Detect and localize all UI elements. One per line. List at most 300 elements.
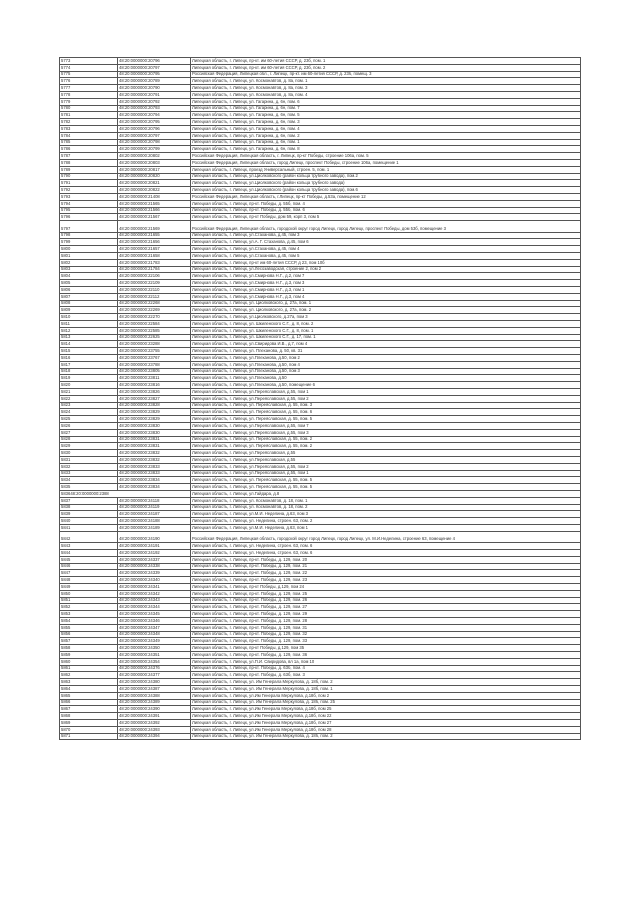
address: Липецкая область, г. Липецк, ул.Смирнова Н.Г., д.3, пом 3: [191, 280, 581, 287]
table-row: [60, 293, 581, 300]
address: Липецкая область, г. Липецк, пр-кт. им 60-летия СССР, д. 23б, пом. 1: [191, 58, 581, 65]
row-number: 5849: [60, 583, 118, 590]
cadastral-number: 48:20:0000000:24342: [118, 590, 191, 597]
address: Липецкая область, г. Липецк, ул.Смирнова Н.Г., д.3, пом 4: [191, 293, 581, 300]
table-row: [60, 549, 581, 556]
address: Липецкая область, г. Липецк, ул. Переяславская, д. 55, пом. 2: [191, 443, 581, 450]
cadastral-number: 48:20:0000000:21408: [118, 193, 191, 200]
address: Липецкая область, г. Липецк, пр-кт Победы, д.129, пом 35: [191, 645, 581, 652]
table-row: [60, 58, 581, 65]
row-number: 5801: [60, 253, 118, 260]
cadastral-number: 48:20:0000000:20820: [118, 173, 191, 180]
address: Липецкая область, г. Липецк, ул.Циолковского (район кольца трубного завода), пом.2: [191, 173, 581, 180]
address: Липецкая область, г. Липецк, пр-кт Победы, д.129, пом 24: [191, 583, 581, 590]
cadastral-number: 48:20:0000000:24190: [118, 531, 191, 543]
row-number: 5826: [60, 422, 118, 429]
cadastral-number: 48:20:0000000:24341: [118, 583, 191, 590]
row-number: 5842: [60, 531, 118, 543]
row-number: 5858: [60, 645, 118, 652]
table-row: [60, 583, 581, 590]
address: Липецкая область, г. Липецк, пр-кт. Победы, д. 129, пом. 23: [191, 577, 581, 584]
row-number: 5834: [60, 477, 118, 484]
address: Липецкая область, г. Липецк, ул. Переяславская, д. 55, пом. 5: [191, 484, 581, 491]
address: Липецкая область, г. Липецк, ул. Гагарина, д. 6н, пом. 5: [191, 112, 581, 119]
table-row: [60, 524, 581, 531]
address: Липецкая область, г. Липецк, пр-кт. Победы, д. 63б, пом. 3: [191, 672, 581, 679]
table-row: [60, 631, 581, 638]
cadastral-number: 48:20:0000000:24388: [118, 692, 191, 699]
address: Липецкая область, г. Липецк, пр-кт. Победы, д. 129, пом. 25: [191, 590, 581, 597]
row-number: 5793: [60, 193, 118, 200]
row-number: 5868: [60, 713, 118, 720]
cadastral-number: 48:20:0000000:23834: [118, 484, 191, 491]
address: Липецкая область, г. Липецк, ул. Космонавтов, д. 18, пом. 1: [191, 497, 581, 504]
address: Липецкая область, г. Липецк, пр-кт. Победы, д. 129, пом. 22: [191, 570, 581, 577]
table-row: [60, 320, 581, 327]
row-number: 5856: [60, 631, 118, 638]
cadastral-number: 48:20:0000000:23833: [118, 463, 191, 470]
cadastral-number: 48:20:0000000:23833: [118, 470, 191, 477]
address: Липецкая область, г. Липецк, ул. Гагарина, д. 6н, пом. 4: [191, 125, 581, 132]
cadastral-number: 48:20:0000000:22268: [118, 300, 191, 307]
address: Липецкая область, г. Липецк, ул.Плеханова, д.50, пом 2: [191, 354, 581, 361]
row-number: 5841: [60, 524, 118, 531]
cadastral-number: 48:20:0000000:23767: [118, 354, 191, 361]
row-number: 5803: [60, 266, 118, 273]
table-row: [60, 221, 581, 233]
row-number: 5839: [60, 511, 118, 518]
table-row: [60, 71, 581, 78]
table-row: [60, 665, 581, 672]
cadastral-number: 48:20:0000000:20796: [118, 58, 191, 65]
table-row: [60, 490, 581, 497]
address: Липецкая область, г. Липецк, ул.Смирнова Н.Г., д.2, пом 7: [191, 273, 581, 280]
row-number: 5794: [60, 200, 118, 207]
cadastral-number: 48:20:0000000:24337: [118, 556, 191, 563]
table-row: [60, 604, 581, 611]
table-row: [60, 375, 581, 382]
row-number: 5840: [60, 518, 118, 525]
cadastral-number: 48:20:0000000:22585: [118, 327, 191, 334]
table-row: [60, 119, 581, 126]
row-number: 5862: [60, 672, 118, 679]
row-number: 5818: [60, 368, 118, 375]
cadastral-number: 48:20:0000000:24118: [118, 497, 191, 504]
cadastral-number: 48:20:0000000:24347: [118, 624, 191, 631]
cadastral-number: 48:20:0000000:20821: [118, 180, 191, 187]
cadastral-number: 48:20:0000000:23831: [118, 436, 191, 443]
row-number: 5822: [60, 395, 118, 402]
cadastral-number: 48:20:0000000:23788: [118, 361, 191, 368]
address: Липецкая область, г. Липецк, пр-кт. им 60-летия СССР, д. 23б, пом. 2: [191, 64, 581, 71]
address: Липецкая область, г. Липецк, ул.Им Генерала Меркулова, д.18б, пом 22: [191, 713, 581, 720]
address: Липецкая область, г. Липецк, ул.Стаханова, д.45, пом 4: [191, 246, 581, 253]
cadastral-number: 48:20:0000000:24191: [118, 543, 191, 550]
row-number: 5781: [60, 112, 118, 119]
row-number: 5800: [60, 246, 118, 253]
cadastral-number: 48:20:0000000:24192: [118, 549, 191, 556]
cadastral-number: 48:20:0000000:24348: [118, 631, 191, 638]
table-row: [60, 463, 581, 470]
address: Липецкая область, г. Липецк, пр-кт. Победы, д. 129, пом. 21: [191, 563, 581, 570]
table-row: [60, 436, 581, 443]
address: Липецкая область, г. Липецк, ул.Им Генерала Меркулова, д.18б, пом 27: [191, 719, 581, 726]
table-row: [60, 570, 581, 577]
row-number: 5847: [60, 570, 118, 577]
cadastral-number: 48:20:0000000:24354: [118, 658, 191, 665]
row-number: 5792: [60, 187, 118, 194]
address: Липецкая область, г. Липецк, ул.Циолковского (район кольца трубного завода): [191, 180, 581, 187]
address: Липецкая область, г. Липецк, пр-кт им 60-летия СССР, д 23, пом 10б: [191, 259, 581, 266]
cadastral-number: 48:20:0000000:23755: [118, 348, 191, 355]
address: Липецкая область, г. Липецк, ул. Переяславская, д. 55, пом. 2: [191, 436, 581, 443]
table-row: [60, 146, 581, 153]
table-row: [60, 348, 581, 355]
row-number: 5798: [60, 232, 118, 239]
table-row: [60, 395, 581, 402]
cadastral-number: 48:20:0000000:21784: [118, 266, 191, 273]
address: Липецкая область, г. Липецк, пр-кт. Победы, д. 129, пом. 32: [191, 631, 581, 638]
cadastral-number: 48:20:0000000:21655: [118, 232, 191, 239]
cadastral-number: 48:20:0000000:21656: [118, 239, 191, 246]
address: Липецкая область, г. Липецк, ул.Переяславская, д.55, пом 1: [191, 388, 581, 395]
cadastral-number: 48:20:0000000:24188: [118, 518, 191, 525]
row-number: 5789: [60, 166, 118, 173]
address: Липецкая область, г. Липецк, ул. Шкиленского С.Г., д. 17, пом. 1: [191, 334, 581, 341]
table-row: [60, 563, 581, 570]
address: Липецкая область, г. Липецк, пр-кт. Победы, д. 129, пом. 33: [191, 638, 581, 645]
table-row: [60, 300, 581, 307]
table-row: [60, 307, 581, 314]
table-row: [60, 556, 581, 563]
row-number: 5817: [60, 361, 118, 368]
row-number: 5843: [60, 543, 118, 550]
address: Российская Федерация, Липецкая область, г.Липецк, пр-кт Победы, д.53а, помещение 12: [191, 193, 581, 200]
cadastral-number: 48:20:0000000:22110: [118, 287, 191, 294]
cadastral-number: 48:20:0000000:20802: [118, 153, 191, 160]
cadastral-number: 48:20:0000000:20797: [118, 64, 191, 71]
row-number: 5823: [60, 402, 118, 409]
row-number: 5777: [60, 85, 118, 92]
address: Липецкая область, г. Липецк, ул. Им Генерала Меркулова, д. 18б, пом. 2: [191, 733, 581, 740]
address: Липецкая область, г. Липецк, пр-кт Победы, дом 59, корп 3, пом 5: [191, 214, 581, 221]
table-row: [60, 429, 581, 436]
cadastral-number: 48:20:0000000:24346: [118, 617, 191, 624]
table-row: [60, 672, 581, 679]
address: Липецкая область, г. Липецк, ул.М.И. Неделина, д.63, пом 1: [191, 524, 581, 531]
table-row: [60, 193, 581, 200]
table-row: [60, 651, 581, 658]
cadastral-number: 48:20:0000000:24343: [118, 597, 191, 604]
row-number: 5831: [60, 456, 118, 463]
table-row: [60, 645, 581, 652]
row-number: 5778: [60, 91, 118, 98]
table-row: [60, 470, 581, 477]
cadastral-number: 48:20:0000000:24391: [118, 713, 191, 720]
registry-table-body: [60, 58, 581, 740]
row-number: 5852: [60, 604, 118, 611]
cadastral-number: 48:20:0000000:24351: [118, 651, 191, 658]
row-number: 5773: [60, 58, 118, 65]
cadastral-number: 48:20:0000000:24393: [118, 726, 191, 733]
address: Липецкая область, г. Липецк, ул. Гагарина, д. 6н, пом. 7: [191, 105, 581, 112]
address: Липецкая область, г. Липецк, ул. Шкиленского С.Г., д. 8, пом. 2: [191, 320, 581, 327]
cadastral-number: 48:20:0000000:23288: [118, 341, 191, 348]
row-number: 5810: [60, 314, 118, 321]
table-row: [60, 422, 581, 429]
row-number: 5819: [60, 375, 118, 382]
address: Липецкая область, г. Липецк, ул.Циолковского, д.27а, пом 3: [191, 314, 581, 321]
row-number: 5853: [60, 611, 118, 618]
row-number: 5811: [60, 320, 118, 327]
table-row: [60, 246, 581, 253]
address: Липецкая область, г. Липецк, пр-кт. Победы, д. 129, пом. 31: [191, 624, 581, 631]
row-number: 5791: [60, 180, 118, 187]
table-row: [60, 139, 581, 146]
row-number: 5824: [60, 409, 118, 416]
table-row: [60, 273, 581, 280]
row-number: 5829: [60, 443, 118, 450]
row-number: 5835: [60, 484, 118, 491]
address: Российская Федерация, Липецкая область, городской округ город Липецк, город Липецк, ул. М.И.Неделина, строение 63, помещение 4: [191, 531, 581, 543]
address: Липецкая область, г. Липецк, ул.Переяславская, д.55, пом 7: [191, 422, 581, 429]
table-row: [60, 159, 581, 166]
table-row: [60, 477, 581, 484]
address: Липецкая область, г. Липецк, ул. Циолковского, д. 27а, пом. 1: [191, 300, 581, 307]
table-row: [60, 733, 581, 740]
cadastral-number: 48:20:0000000:24344: [118, 604, 191, 611]
row-number: 5838: [60, 504, 118, 511]
address: Липецкая область, г. Липецк, ул.Гайдара, д.8: [191, 490, 581, 497]
table-row: [60, 232, 581, 239]
row-number: 5815: [60, 348, 118, 355]
address: Липецкая область, г. Липецк, ул. Им Генерала Меркулова, д. 18б, пом. 1: [191, 685, 581, 692]
row-number: 5854: [60, 617, 118, 624]
address: Липецкая область, г. Липецк, ул. Переяславская, д. 55, пом. 3: [191, 402, 581, 409]
row-number: 5864: [60, 685, 118, 692]
cadastral-number: 48:20:0000000:20822: [118, 187, 191, 194]
table-row: [60, 504, 581, 511]
table-row: [60, 543, 581, 550]
table-row: [60, 450, 581, 457]
cadastral-number: 48:20:0000000:22270: [118, 314, 191, 321]
row-number: 5799: [60, 239, 118, 246]
cadastral-number: 48:20:0000000:21567: [118, 214, 191, 221]
cadastral-number: 48:20:0000000:23830: [118, 429, 191, 436]
address: Липецкая область, г. Липецк, ул.Переяславская, д.55: [191, 450, 581, 457]
row-number: 5782: [60, 119, 118, 126]
cadastral-number: 48:20:0000000:23816: [118, 382, 191, 389]
cadastral-number: 48:20:0000000:23829: [118, 409, 191, 416]
address: Липецкая область, г. Липецк, пр-кт. Победы, д. 129, пом. 28: [191, 617, 581, 624]
table-row: [60, 214, 581, 221]
row-number: 5869: [60, 719, 118, 726]
table-row: [60, 78, 581, 85]
cadastral-number: 48:20:0000000:24394: [118, 733, 191, 740]
cadastral-number: 48:20:0000000:20789: [118, 78, 191, 85]
address: Липецкая область, г. Липецк, ул. Космонавтов, д. 8а, пом. 3: [191, 85, 581, 92]
row-number: 5788: [60, 159, 118, 166]
row-number: 5866: [60, 699, 118, 706]
table-row: [60, 334, 581, 341]
address: Липецкая область, г. Липецк, ул.Переяславская, д.55, пом 1: [191, 470, 581, 477]
cadastral-number: 48:20:0000000:23832: [118, 450, 191, 457]
table-row: [60, 125, 581, 132]
row-number: 5786: [60, 146, 118, 153]
address: Липецкая область, г. Липецк, пр-кт. Победы, д. 129, пом. 27: [191, 604, 581, 611]
row-number: 5796: [60, 214, 118, 221]
table-row: [60, 685, 581, 692]
cadastral-number: 48:20:0000000:20798: [118, 139, 191, 146]
row-number: 5828: [60, 436, 118, 443]
address: Липецкая область, г. Липецк, ул. Гагарина, д. 6н, пом. 1: [191, 139, 581, 146]
address: Липецкая область, г. Липецк, ул.Стаханова, д.45, пом 5: [191, 253, 581, 260]
table-row: [60, 456, 581, 463]
row-number: 5833: [60, 470, 118, 477]
address: Липецкая область, г. Липецк, ул.Им Генерала Меркулова, д.18б, пом 25: [191, 706, 581, 713]
cadastral-number: 48:20:0000000:20803: [118, 159, 191, 166]
row-number: 5804: [60, 273, 118, 280]
row-number: 5860: [60, 658, 118, 665]
address: Липецкая область, г. Липецк, ул. Гагарина, д. 6н, пом. 3: [191, 119, 581, 126]
cadastral-number: 48:20:0000000:23834: [118, 477, 191, 484]
cadastral-number: 48:20:0000000:22109: [118, 280, 191, 287]
cadastral-number: 48:20:0000000:24119: [118, 504, 191, 511]
row-number: 5857: [60, 638, 118, 645]
cadastral-number: 48:20:0000000:23830: [118, 422, 191, 429]
table-row: [60, 341, 581, 348]
address: Липецкая область, г. Липецк, ул. Гагарина, д. 6н, пом. 8: [191, 146, 581, 153]
address: Липецкая область, г. Липецк, ул.Плеханова, д.50, пом 3: [191, 368, 581, 375]
cadastral-number: 48:20:0000000:2388: [70, 490, 109, 496]
row-number: 5779: [60, 98, 118, 105]
row-number: 5775: [60, 71, 118, 78]
cadastral-number: 48:20:0000000:23826: [118, 388, 191, 395]
cadastral-number: 48:20:0000000:23805: [118, 368, 191, 375]
address: Липецкая область, г. Липецк, ул. Гагарина, д. 6н, пом. 2: [191, 132, 581, 139]
cadastral-number: 48:20:0000000:22112: [118, 293, 191, 300]
row-number-and-cadastral-cell: [60, 490, 191, 497]
cadastral-number: 48:20:0000000:24187: [118, 511, 191, 518]
cadastral-number: 48:20:0000000:21658: [118, 253, 191, 260]
row-number: 5832: [60, 463, 118, 470]
table-row: [60, 388, 581, 395]
cadastral-number: 48:20:0000000:24189: [118, 524, 191, 531]
cadastral-number: 48:20:0000000:20817: [118, 166, 191, 173]
cadastral-number: 48:20:0000000:23811: [118, 375, 191, 382]
address: Липецкая область, г. Липецк, ул. Гагарина, д. 6н, пом. 6: [191, 98, 581, 105]
table-row: [60, 617, 581, 624]
cadastral-number: 48:20:0000000:24340: [118, 577, 191, 584]
row-number: 5871: [60, 733, 118, 740]
cadastral-number: 48:20:0000000:24387: [118, 685, 191, 692]
table-row: [60, 166, 581, 173]
table-row: [60, 207, 581, 214]
address: Липецкая область, г. Липецк, ул.Плеханова, д.50: [191, 375, 581, 382]
cadastral-number: 48:20:0000000:24392: [118, 719, 191, 726]
table-row: [60, 105, 581, 112]
address: Российская Федерация, Липецкая область, городской округ город Липецк, город Липецк, проспект Победы, дом 53б, помещение 3: [191, 221, 581, 233]
address: Липецкая область, г. Липецк, пр-кт. Победы, д. 63б, пом. 4: [191, 665, 581, 672]
table-row: [60, 280, 581, 287]
row-number: 5870: [60, 726, 118, 733]
row-number: 5816: [60, 354, 118, 361]
row-number: 5802: [60, 259, 118, 266]
cadastral-number: 48:20:0000000:20797: [118, 132, 191, 139]
table-row: [60, 706, 581, 713]
row-number: 5848: [60, 577, 118, 584]
row-number: 5836: [61, 490, 71, 496]
table-row: [60, 518, 581, 525]
table-row: [60, 98, 581, 105]
cadastral-number: 48:20:0000000:22269: [118, 307, 191, 314]
row-number: 5805: [60, 280, 118, 287]
address: Липецкая область, г. Липецк, ул. Им Генерала Меркулова, д. 18б, пом. 25: [191, 699, 581, 706]
table-row: [60, 112, 581, 119]
address: Липецкая область, г. Липецк, ул. Космонавтов, д. 8а, пом. 4: [191, 91, 581, 98]
table-row: [60, 173, 581, 180]
row-number: 5795: [60, 207, 118, 214]
address: Липецкая область, г. Липецк, ул. Космонавтов, д. 18, пом. 2: [191, 504, 581, 511]
address: Липецкая область, г. Липецк, ул.Лесозаводская, строение 2, пом 2: [191, 266, 581, 273]
table-row: [60, 713, 581, 720]
address: Липецкая область, г. Липецк, ул.Переяславская, д.55: [191, 456, 581, 463]
address: Липецкая область, г. Липецк, ул.П.И. Свиридова, вл 1а, пом 10: [191, 658, 581, 665]
cadastral-number: 48:20:0000000:20791: [118, 91, 191, 98]
row-number: 5837: [60, 497, 118, 504]
table-row: [60, 200, 581, 207]
table-row: [60, 153, 581, 160]
cadastral-number: 48:20:0000000:20796: [118, 125, 191, 132]
cadastral-number: 48:20:0000000:24377: [118, 672, 191, 679]
row-number: 5808: [60, 300, 118, 307]
row-number: 5784: [60, 132, 118, 139]
table-row: [60, 382, 581, 389]
table-row: [60, 287, 581, 294]
cadastral-number: 48:20:0000000:22625: [118, 334, 191, 341]
table-row: [60, 132, 581, 139]
table-row: [60, 484, 581, 491]
address: Липецкая область, г. Липецк, пр-кт. Победы, д. 129, пом. 29: [191, 611, 581, 618]
row-number: 5855: [60, 624, 118, 631]
address: Липецкая область, г. Липецк, ул.Переяславская, д.55, пом 2: [191, 463, 581, 470]
cadastral-number: 48:20:0000000:23827: [118, 395, 191, 402]
address: Липецкая область, г. Липецк, ул. Неделина, строен. 63, пом. 2: [191, 518, 581, 525]
table-row: [60, 253, 581, 260]
address: Липецкая область, г. Липецк, ул.А. Г. Стаханова, д.45, пом 6: [191, 239, 581, 246]
row-number: 5813: [60, 334, 118, 341]
table-row: [60, 638, 581, 645]
cadastral-number: 48:20:0000000:24345: [118, 611, 191, 618]
address: Липецкая область, г. Липецк, ул. Им Генерала Меркулова, д. 18б, пом. 2: [191, 679, 581, 686]
address: Липецкая область, г. Липецк, ул. Неделина, строен. 63, пом. 6: [191, 543, 581, 550]
table-row: [60, 531, 581, 543]
row-number: 5846: [60, 563, 118, 570]
cadastral-number: 48:20:0000000:22584: [118, 320, 191, 327]
cadastral-number: 48:20:0000000:20795: [118, 71, 191, 78]
address: Липецкая область, г. Липецк, пр-кт. Победы, д. 129, пом. 26: [191, 597, 581, 604]
address: Липецкая область, г. Липецк, ул. Космонавтов, д. 8а, пом. 1: [191, 78, 581, 85]
row-number: 5851: [60, 597, 118, 604]
address: Липецкая область, г. Липецк, ул.М.И. Неделина, д.63, пом 3: [191, 511, 581, 518]
address: Липецкая область, г. Липецк, ул.Плеханова, д.50, помещение 6: [191, 382, 581, 389]
table-row: [60, 416, 581, 423]
cadastral-number: 48:20:0000000:24390: [118, 706, 191, 713]
cadastral-number: 48:20:0000000:20799: [118, 146, 191, 153]
row-number: 5806: [60, 287, 118, 294]
address: Липецкая область, г. Липецк, ул. Плеханова, д. 50, кв. 31: [191, 348, 581, 355]
address: Липецкая область, г. Липецк, ул. Циолковского, д. 27а, пом. 2: [191, 307, 581, 314]
